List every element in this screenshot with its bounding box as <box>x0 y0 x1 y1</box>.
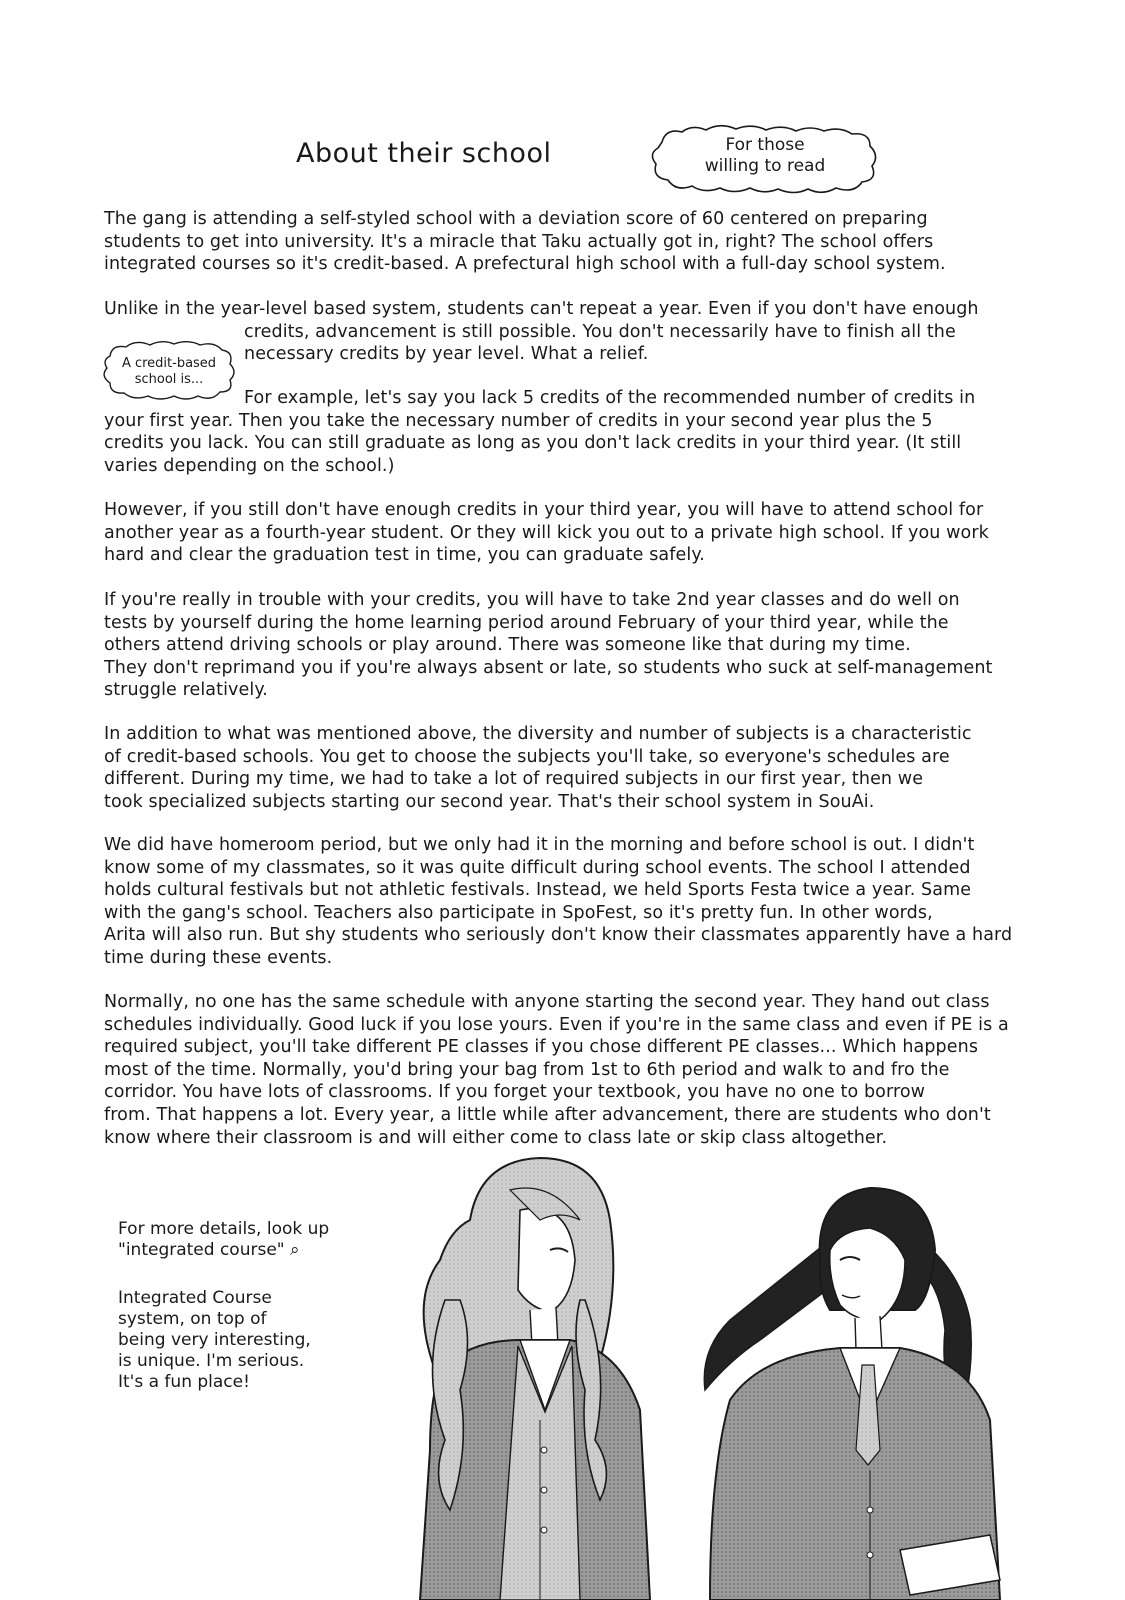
text-line: most of the time. Normally, you'd bring your bag from 1st to 6th period and walk to and fro the <box>104 1059 950 1080</box>
text-line: If you're really in trouble with your credits, you will have to take 2nd year classes and do well on <box>104 590 960 610</box>
text-line: It's a fun place! <box>118 1372 250 1392</box>
text-line: For more details, look up <box>118 1219 330 1239</box>
paragraph-schedules <box>104 991 1050 1149</box>
text-line: required subject, you'll take different PE classes if you chose different PE classes... Which happens <box>104 1037 979 1058</box>
paragraph-year-level <box>104 298 1050 366</box>
paragraph-school-intro <box>104 208 1050 276</box>
speech-bubble-top <box>648 122 882 196</box>
paragraph-subjects <box>104 723 1050 813</box>
text-line: In addition to what was mentioned above, the diversity and number of subjects is a characteristic <box>104 724 972 744</box>
text-line: holds cultural festivals but not athletic festivals. Instead, we held Sports Festa twice a year. Same <box>104 880 972 901</box>
text-line: students to get into university. It's a miracle that Taku actually got in, right? The school offers <box>104 231 934 252</box>
bubble-side-line: A credit-based <box>121 356 217 371</box>
text-line: of credit-based schools. You get to choose the subjects you'll take, so everyone's schedules are <box>104 746 950 767</box>
text-line: We did have homeroom period, but we only had it in the morning and before school is out. I didn't <box>104 835 975 855</box>
side-note-integrated-course <box>118 1288 368 1393</box>
text-line: credits, advancement is still possible. You don't necessarily have to finish all the <box>244 321 956 342</box>
text-line: being very interesting, <box>118 1330 311 1350</box>
left-student <box>420 1158 650 1600</box>
bubble-top-line: willing to read <box>704 156 826 177</box>
bubble-side-line: school is... <box>134 372 204 388</box>
text-line: know some of my classmates, so it was quite difficult during school events. The school I attended <box>104 857 971 878</box>
text-line: others attend driving schools or play around. There was someone like that during my time. <box>104 635 911 656</box>
two-students-illustration <box>400 1150 1030 1600</box>
text-line: from. That happens a lot. Every year, a little while after advancement, there are students who don't <box>104 1104 991 1125</box>
text-line: struggle relatively. <box>104 680 268 701</box>
text-line: credits you lack. You can still graduate as long as you don't lack credits in your third year. (It still <box>104 433 962 454</box>
text-line: "integrated course" ⌕ <box>118 1240 300 1260</box>
text-line: corridor. You have lots of classrooms. If you forget your textbook, you have no one to borrow <box>104 1082 926 1103</box>
text-line: necessary credits by year level. What a relief. <box>244 344 649 365</box>
text-line: However, if you still don't have enough credits in your third year, you will have to attend school for <box>104 500 984 520</box>
text-line: system, on top of <box>118 1309 267 1329</box>
text-line: another year as a fourth-year student. Or they will kick you out to a private high school. If you work <box>104 522 989 543</box>
paragraph-homeroom <box>104 834 1050 970</box>
text-line: Arita will also run. But shy students who seriously don't know their classmates apparently have a hard <box>104 925 1013 946</box>
paragraph-fourth-year <box>104 499 1050 567</box>
bubble-top-line: For those <box>725 135 805 155</box>
paragraph-trouble-credits <box>104 589 1050 702</box>
text-line: is unique. I'm serious. <box>118 1351 305 1371</box>
text-line: tests by yourself during the home learning period around February of your third year, while the <box>104 612 949 633</box>
right-student <box>704 1188 1000 1600</box>
text-line: Integrated Course <box>118 1288 272 1308</box>
text-line: different. During my time, we had to take a lot of required subjects in our first year, then we <box>104 769 924 790</box>
text-line: hard and clear the graduation test in time, you can graduate safely. <box>104 545 705 566</box>
text-line: schedules individually. Good luck if you lose yours. Even if you're in the same class and even if PE is a <box>104 1014 1009 1035</box>
text-line: your first year. Then you take the necessary number of credits in your second year plus the 5 <box>104 410 933 431</box>
bubble-top-text <box>648 135 882 178</box>
page-title: About their school <box>296 138 552 169</box>
text-line: Unlike in the year-level based system, students can't repeat a year. Even if you don't have enough <box>104 299 979 319</box>
text-line: know where their classroom is and will either come to class late or skip class altogether. <box>104 1127 888 1148</box>
text-line: Normally, no one has the same schedule with anyone starting the second year. They hand out class <box>104 992 990 1012</box>
text-line: took specialized subjects starting our second year. That's their school system in SouAi. <box>104 791 875 812</box>
text-line: integrated courses so it's credit-based. A prefectural high school with a full-day school system. <box>104 254 946 275</box>
paragraph-example <box>104 387 1050 477</box>
text-line: with the gang's school. Teachers also participate in SpoFest, so it's pretty fun. In other words, <box>104 902 933 923</box>
text-line: The gang is attending a self-styled school with a deviation score of 60 centered on preparing <box>104 209 928 229</box>
text-line: For example, let's say you lack 5 credits of the recommended number of credits in <box>244 388 976 408</box>
text-line: They don't reprimand you if you're always absent or late, so students who suck at self-management <box>104 657 993 678</box>
side-note-details <box>118 1219 368 1261</box>
text-line: varies depending on the school.) <box>104 455 395 476</box>
text-line: time during these events. <box>104 947 333 968</box>
